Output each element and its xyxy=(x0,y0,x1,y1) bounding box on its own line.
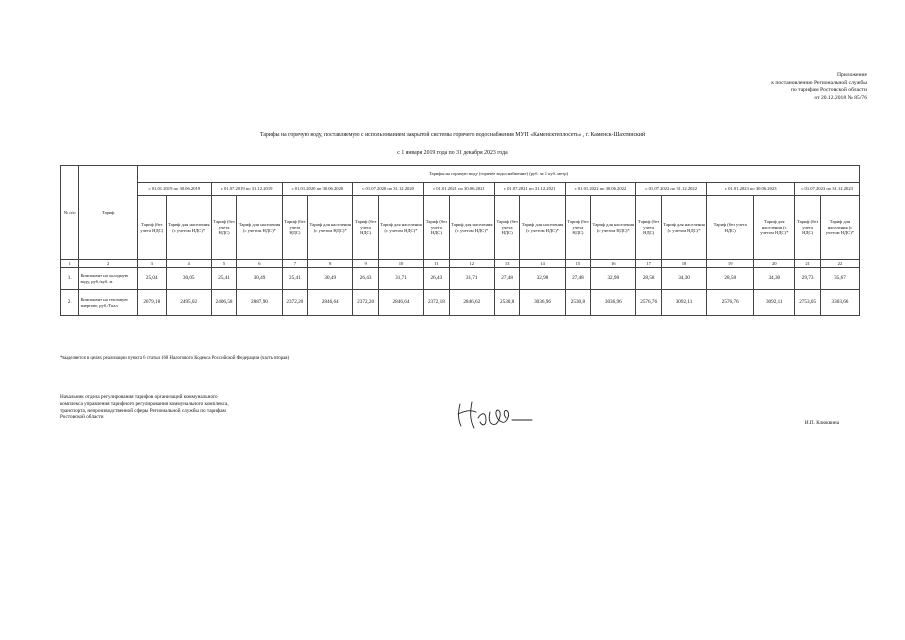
table-cell: 30,49 xyxy=(308,268,353,290)
period-header: с 01.01.2019 по 30.06.2019 xyxy=(137,183,211,196)
row-number: 2. xyxy=(61,290,79,316)
table-cell: 30,49 xyxy=(237,268,282,290)
column-number: 2 xyxy=(79,260,137,268)
table-cell: 26,43 xyxy=(353,268,379,290)
table-cell: 27,48 xyxy=(565,268,591,290)
table-cell: 2372,20 xyxy=(282,290,308,316)
column-number: 3 xyxy=(137,260,166,268)
subheader-population: Тариф для населения (с учетом НДС)* xyxy=(378,196,423,260)
signer-position xyxy=(60,394,229,421)
row-label: Компонент на тепловую энергию, руб./Гкал xyxy=(79,290,137,316)
document-title: Тарифы на горячую воду, поставляемую с использованием закрытой системы горячего водоснабжения МУП «Каменсктеплосеть» , г. Каменск-Шахтинский xyxy=(259,132,646,138)
subheader-population: Тариф для населения (с учетом НДС)* xyxy=(449,196,494,260)
period-header: с 01.01.2021 по 30.06.2021 xyxy=(424,183,495,196)
table-row xyxy=(61,268,860,290)
subheader-population: Тариф для населения (с учетом НДС)* xyxy=(820,196,859,260)
column-number-row xyxy=(61,260,860,268)
column-number: 12 xyxy=(449,260,494,268)
subheader-population: Тариф для населения (с учетом НДС)* xyxy=(754,196,795,260)
period-header: с 01.01.2023 по 30.06.2023 xyxy=(707,183,795,196)
subheader-no-vat: Тариф (без учета НДС) xyxy=(137,196,166,260)
column-number: 18 xyxy=(661,260,706,268)
appendix-line: к постановлению Региональной службы xyxy=(771,79,867,86)
column-number: 11 xyxy=(424,260,450,268)
subheader-no-vat: Тариф (без учета НДС) xyxy=(636,196,662,260)
table-cell: 2079,18 xyxy=(137,290,166,316)
subheader-population: Тариф для населения (с учетом НДС)* xyxy=(661,196,706,260)
column-number: 5 xyxy=(211,260,237,268)
subheader-no-vat: Тариф (без учета НДС) xyxy=(494,196,520,260)
table-cell: 28,58 xyxy=(636,268,662,290)
signer-line: комплекса управления тарифного регулирования коммунального комплекса, xyxy=(60,400,229,407)
table-cell: 2576,76 xyxy=(707,290,754,316)
table-cell: 3092,11 xyxy=(661,290,706,316)
header-row-number: № п/п xyxy=(61,166,79,260)
signer-line: транспорта, непроизводственной сферы Региональной службы по тарифам xyxy=(60,407,226,414)
column-number: 4 xyxy=(166,260,211,268)
appendix-block xyxy=(771,72,867,102)
appendix-line: по тарифам Ростовской области xyxy=(791,87,867,94)
column-number: 9 xyxy=(353,260,379,268)
signer-name: И.П. Клюквина xyxy=(804,420,839,426)
table-cell: 25,41 xyxy=(282,268,308,290)
subheader-no-vat: Тариф (без учета НДС) xyxy=(211,196,237,260)
signer-line: Начальник отдела регулирования тарифов организаций коммунального xyxy=(60,394,218,400)
tariff-table xyxy=(60,165,860,316)
table-cell: 3303,66 xyxy=(820,290,859,316)
table-cell: 2372,20 xyxy=(353,290,379,316)
header-group: Тарифы на горячую воду (горячее водоснабжение) (руб. за 1 куб. метр) xyxy=(137,166,859,183)
subheader-population: Тариф для населения (с учетом НДС)* xyxy=(308,196,353,260)
subheader-no-vat: Тариф (без учета НДС) xyxy=(795,196,821,260)
table-cell: 2846,64 xyxy=(378,290,423,316)
table-cell: 32,98 xyxy=(591,268,636,290)
column-number: 16 xyxy=(591,260,636,268)
row-number: 1. xyxy=(61,268,79,290)
footnote: *выделяется в целях реализации пункта 6 статьи 168 Налогового Кодекса Российской Федерации (часть вторая) xyxy=(60,356,290,361)
column-number: 8 xyxy=(308,260,353,268)
column-number: 15 xyxy=(565,260,591,268)
table-cell: 34,30 xyxy=(754,268,795,290)
subheader-population: Тариф для населения (с учетом НДС)* xyxy=(520,196,565,260)
row-label: Компонент на холодную воду, руб./куб. м xyxy=(79,268,137,290)
column-number: 22 xyxy=(820,260,859,268)
table-cell: 2846,64 xyxy=(308,290,353,316)
table-cell: 27,48 xyxy=(494,268,520,290)
table-cell: 2495,02 xyxy=(166,290,211,316)
subheader-no-vat: Тариф (без учета НДС) xyxy=(707,196,754,260)
table-cell: 32,98 xyxy=(520,268,565,290)
table-cell: 31,71 xyxy=(378,268,423,290)
table-row xyxy=(61,290,860,316)
subheader-no-vat: Тариф (без учета НДС) xyxy=(353,196,379,260)
table-cell: 2887,90 xyxy=(237,290,282,316)
table-cell: 2753,05 xyxy=(795,290,821,316)
table-cell: 2530,8 xyxy=(494,290,520,316)
subheader-no-vat: Тариф (без учета НДС) xyxy=(424,196,450,260)
handwritten-signature xyxy=(452,398,542,437)
column-number: 10 xyxy=(378,260,423,268)
table-cell: 2372,18 xyxy=(424,290,450,316)
subheader-population: Тариф для населения (с учетом НДС)* xyxy=(237,196,282,260)
column-number: 13 xyxy=(494,260,520,268)
column-number: 20 xyxy=(754,260,795,268)
subheader-no-vat: Тариф (без учета НДС) xyxy=(282,196,308,260)
period-header: с 01.07.2023 по 31.12.2023 xyxy=(795,183,860,196)
table-cell: 3036,96 xyxy=(591,290,636,316)
table-cell: 26,43 xyxy=(424,268,450,290)
signer-line: Ростовской области xyxy=(60,414,104,421)
period-header: с 01.07.2020 по 31.12.2020 xyxy=(353,183,424,196)
period-header: с 01.07.2019 по 31.12.2019 xyxy=(211,183,282,196)
table-cell: 31,71 xyxy=(449,268,494,290)
appendix-line: Приложение xyxy=(836,72,867,78)
column-number: 14 xyxy=(520,260,565,268)
period-header: с 01.07.2022 по 31.12.2022 xyxy=(636,183,707,196)
period-header: с 01.01.2022 по 30.06.2022 xyxy=(565,183,636,196)
table-cell: 2846,62 xyxy=(449,290,494,316)
subheader-no-vat: Тариф (без учета НДС) xyxy=(565,196,591,260)
period-header: с 01.01.2020 по 30.06.2020 xyxy=(282,183,353,196)
table-cell: 35,67 xyxy=(820,268,859,290)
validity-period: с 1 января 2019 года по 31 декабря 2023 года xyxy=(397,150,508,156)
subheader-population: Тариф для населения (с учетом НДС)* xyxy=(591,196,636,260)
table-cell: 29,73 xyxy=(795,268,821,290)
appendix-line: от 20.12.2018 № 85/76 xyxy=(814,94,867,101)
column-number: 17 xyxy=(636,260,662,268)
table-cell: 34,30 xyxy=(661,268,706,290)
subheader-population: Тариф для населения (с учетом НДС)* xyxy=(166,196,211,260)
column-number: 1 xyxy=(61,260,79,268)
table-cell: 30,05 xyxy=(166,268,211,290)
column-number: 21 xyxy=(795,260,821,268)
table-cell: 3036,96 xyxy=(520,290,565,316)
table-cell: 2530,8 xyxy=(565,290,591,316)
column-number: 7 xyxy=(282,260,308,268)
table-cell: 2576,76 xyxy=(636,290,662,316)
column-number: 19 xyxy=(707,260,754,268)
table-cell: 2406,58 xyxy=(211,290,237,316)
column-number: 6 xyxy=(237,260,282,268)
header-tariff: Тариф xyxy=(79,166,137,260)
table-cell: 3092,11 xyxy=(754,290,795,316)
period-header: с 01.07.2021 по 31.12.2021 xyxy=(494,183,565,196)
table-cell: 25,41 xyxy=(211,268,237,290)
table-cell: 28,58 xyxy=(707,268,754,290)
table-cell: 25,04 xyxy=(137,268,166,290)
